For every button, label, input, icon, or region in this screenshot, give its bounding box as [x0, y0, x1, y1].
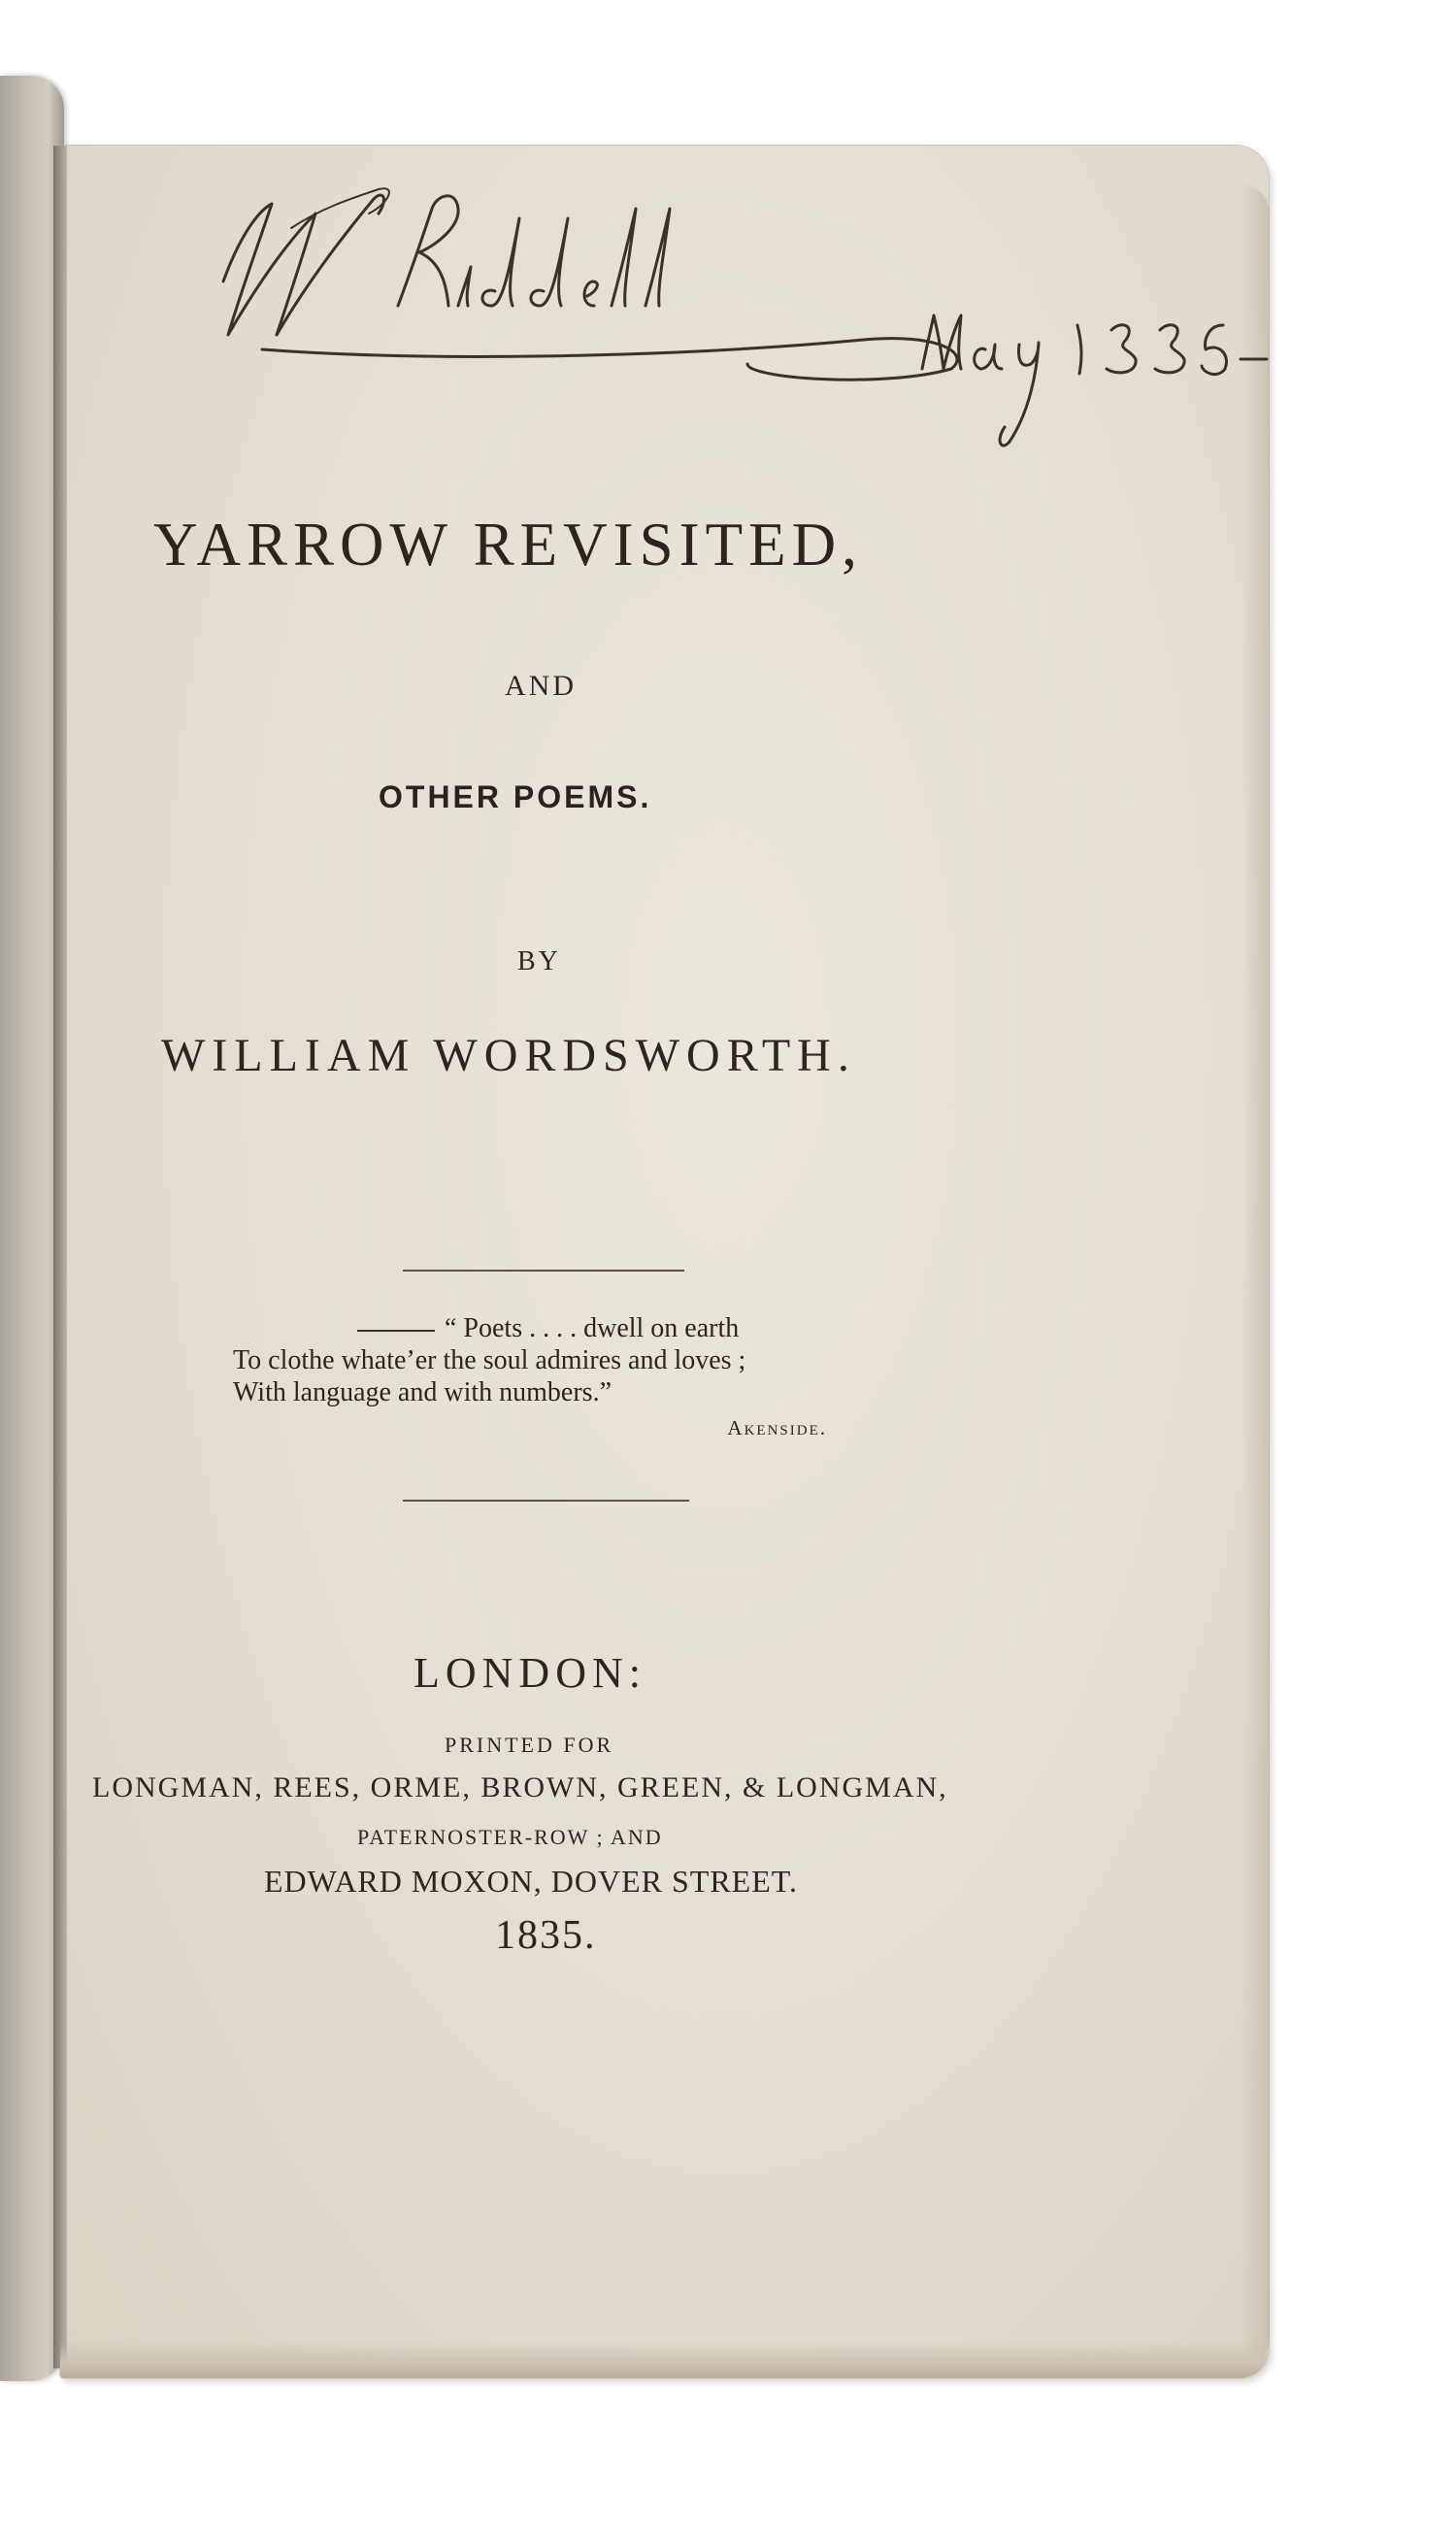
epigraph-line-1	[233, 1312, 854, 1344]
epigraph-line-3: With language and with numbers.”	[233, 1377, 612, 1407]
book-subtitle: OTHER POEMS.	[379, 779, 652, 814]
epigraph-line-2: To clothe whate’er the soul admires and loves ;	[233, 1345, 746, 1375]
imprint-city: LONDON:	[414, 1649, 646, 1697]
divider-rule	[403, 1500, 689, 1502]
page-deckle-edge	[60, 2341, 1269, 2378]
title-connector: AND	[505, 670, 577, 702]
title-page	[60, 146, 1269, 2378]
handwritten-inscription	[204, 170, 1272, 480]
book-title: YARROW REVISITED,	[153, 511, 863, 579]
epigraph-dash	[357, 1330, 435, 1332]
imprint-year: 1835.	[495, 1913, 597, 1958]
imprint-printed-for: PRINTED FOR	[445, 1733, 614, 1757]
page-fore-edge	[1241, 184, 1270, 2368]
author-name: WILLIAM WORDSWORTH.	[161, 1030, 856, 1081]
imprint-publishers: LONGMAN, REES, ORME, BROWN, GREEN, & LONGMAN,	[92, 1771, 948, 1803]
imprint-second-publisher: EDWARD MOXON, DOVER STREET.	[264, 1864, 798, 1899]
epigraph-line-1-text: “ Poets . . . . dwell on earth	[445, 1313, 740, 1343]
divider-rule	[403, 1270, 684, 1272]
epigraph	[233, 1312, 854, 1444]
imprint-address: PATERNOSTER-ROW ; AND	[357, 1825, 663, 1849]
byline: BY	[517, 946, 561, 976]
book-gutter	[53, 146, 67, 2368]
epigraph-attribution: Akenside.	[727, 1416, 827, 1439]
